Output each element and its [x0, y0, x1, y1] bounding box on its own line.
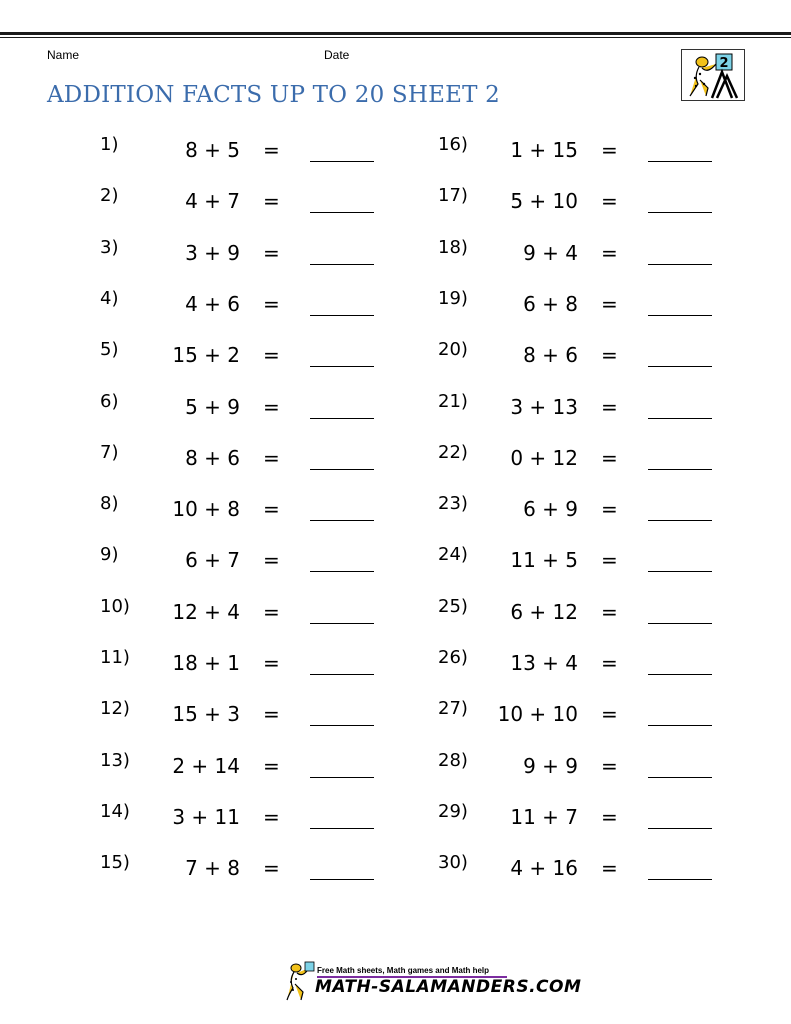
answer-blank[interactable] — [310, 520, 374, 521]
equals-sign: = — [263, 753, 280, 778]
question-expression: 6 + 8 — [523, 291, 578, 316]
logo-number: 2 — [719, 56, 729, 71]
answer-blank[interactable] — [310, 212, 374, 213]
footer-tagline: Free Math sheets, Math games and Math help — [317, 966, 490, 975]
question-item — [438, 288, 718, 318]
answer-blank[interactable] — [648, 469, 712, 470]
question-item — [100, 237, 380, 267]
answer-blank[interactable] — [310, 623, 374, 624]
question-item — [100, 442, 380, 472]
question-expression: 15 + 2 — [172, 343, 240, 368]
question-item — [438, 134, 718, 164]
question-number: 27) — [438, 698, 468, 720]
answer-blank[interactable] — [648, 264, 712, 265]
question-expression: 9 + 4 — [523, 240, 578, 265]
equals-sign: = — [601, 856, 618, 881]
question-item — [438, 596, 718, 626]
answer-blank[interactable] — [310, 161, 374, 162]
equals-sign: = — [263, 497, 280, 522]
question-number: 13) — [100, 749, 130, 771]
question-item — [100, 134, 380, 164]
question-number: 16) — [438, 134, 468, 155]
question-item — [100, 288, 380, 318]
question-expression: 12 + 4 — [172, 599, 240, 624]
question-expression: 4 + 7 — [185, 189, 240, 214]
footer-site-link[interactable]: MATH-SALAMANDERS.COM — [315, 977, 582, 997]
top-rule — [0, 32, 791, 35]
question-item — [100, 750, 380, 780]
question-item — [100, 596, 380, 626]
question-number: 30) — [438, 852, 468, 874]
answer-blank[interactable] — [310, 315, 374, 316]
question-item — [438, 544, 718, 574]
question-number: 26) — [438, 647, 468, 668]
equals-sign: = — [601, 548, 618, 573]
question-number: 15) — [100, 852, 130, 874]
question-expression: 4 + 6 — [185, 291, 240, 316]
equals-sign: = — [263, 240, 280, 265]
question-item — [100, 391, 380, 421]
top-rule-thin — [0, 37, 791, 38]
answer-blank[interactable] — [648, 777, 712, 778]
question-item — [100, 698, 380, 728]
equals-sign: = — [263, 702, 280, 727]
question-expression: 15 + 3 — [172, 702, 240, 727]
question-item — [438, 801, 718, 831]
question-number: 6) — [100, 390, 119, 412]
equals-sign: = — [601, 599, 618, 624]
answer-blank[interactable] — [648, 315, 712, 316]
answer-blank[interactable] — [310, 418, 374, 419]
question-item — [438, 442, 718, 472]
question-number: 8) — [100, 493, 119, 515]
equals-sign: = — [263, 804, 280, 829]
equals-sign: = — [263, 548, 280, 573]
equals-sign: = — [263, 599, 280, 624]
equals-sign: = — [601, 394, 618, 419]
question-expression: 6 + 9 — [523, 497, 578, 522]
equals-sign: = — [263, 138, 280, 162]
question-number: 14) — [100, 800, 130, 822]
question-expression: 4 + 16 — [510, 856, 578, 881]
question-number: 1) — [100, 134, 119, 155]
answer-blank[interactable] — [648, 418, 712, 419]
question-item — [100, 339, 380, 369]
answer-blank[interactable] — [648, 828, 712, 829]
answer-blank[interactable] — [648, 879, 712, 880]
equals-sign: = — [601, 138, 618, 162]
question-number: 23) — [438, 493, 468, 515]
answer-blank[interactable] — [648, 366, 712, 367]
answer-blank[interactable] — [648, 520, 712, 521]
question-item — [438, 750, 718, 780]
question-item — [100, 185, 380, 215]
question-number: 17) — [438, 185, 468, 207]
question-expression: 11 + 5 — [510, 548, 578, 573]
answer-blank[interactable] — [310, 469, 374, 470]
equals-sign: = — [263, 343, 280, 368]
question-number: 7) — [100, 441, 119, 463]
question-number: 5) — [100, 339, 119, 361]
question-expression: 3 + 13 — [510, 394, 578, 419]
question-item — [438, 339, 718, 369]
equals-sign: = — [263, 394, 280, 419]
answer-blank[interactable] — [310, 264, 374, 265]
answer-blank[interactable] — [648, 623, 712, 624]
question-expression: 10 + 8 — [172, 497, 240, 522]
answer-blank[interactable] — [310, 366, 374, 367]
question-number: 28) — [438, 749, 468, 771]
question-item — [100, 801, 380, 831]
date-label: Date — [324, 48, 350, 62]
question-number: 29) — [438, 800, 468, 822]
question-expression: 11 + 7 — [510, 804, 578, 829]
question-number: 12) — [100, 698, 130, 720]
answer-blank[interactable] — [310, 777, 374, 778]
salamander-logo-icon — [681, 49, 745, 101]
answer-blank[interactable] — [648, 725, 712, 726]
answer-blank[interactable] — [310, 674, 374, 675]
question-item — [438, 852, 718, 882]
question-item — [438, 391, 718, 421]
question-number: 22) — [438, 441, 468, 463]
question-item — [438, 647, 718, 677]
equals-sign: = — [601, 240, 618, 265]
answer-blank[interactable] — [310, 725, 374, 726]
equals-sign: = — [601, 702, 618, 727]
question-number: 18) — [438, 236, 468, 258]
equals-sign: = — [601, 753, 618, 778]
question-expression: 3 + 9 — [185, 240, 240, 265]
question-item — [438, 185, 718, 215]
question-expression: 7 + 8 — [185, 856, 240, 881]
question-number: 3) — [100, 236, 119, 258]
equals-sign: = — [263, 291, 280, 316]
question-number: 24) — [438, 544, 468, 566]
question-expression: 10 + 10 — [497, 702, 578, 727]
equals-sign: = — [601, 445, 618, 470]
question-expression: 13 + 4 — [510, 651, 578, 675]
question-expression: 8 + 5 — [185, 138, 240, 162]
answer-blank[interactable] — [648, 571, 712, 572]
question-number: 21) — [438, 390, 468, 412]
equals-sign: = — [601, 291, 618, 316]
question-item — [438, 698, 718, 728]
answer-blank[interactable] — [310, 571, 374, 572]
equals-sign: = — [263, 445, 280, 470]
answer-blank[interactable] — [310, 879, 374, 880]
equals-sign: = — [263, 856, 280, 881]
question-item — [100, 852, 380, 882]
question-expression: 6 + 7 — [185, 548, 240, 573]
equals-sign: = — [601, 189, 618, 214]
question-expression: 5 + 10 — [510, 189, 578, 214]
answer-blank[interactable] — [310, 828, 374, 829]
question-expression: 1 + 15 — [510, 138, 578, 162]
question-expression: 2 + 14 — [172, 753, 240, 778]
question-expression: 5 + 9 — [185, 394, 240, 419]
question-expression: 0 + 12 — [510, 445, 578, 470]
question-expression: 9 + 9 — [523, 753, 578, 778]
equals-sign: = — [601, 343, 618, 368]
question-item — [100, 544, 380, 574]
question-number: 2) — [100, 185, 119, 207]
question-number: 4) — [100, 287, 119, 309]
equals-sign: = — [601, 497, 618, 522]
question-number: 19) — [438, 287, 468, 309]
answer-blank[interactable] — [648, 674, 712, 675]
page-title: ADDITION FACTS UP TO 20 SHEET 2 — [47, 82, 501, 108]
question-item — [438, 493, 718, 523]
question-item — [100, 647, 380, 677]
question-expression: 18 + 1 — [172, 651, 240, 675]
question-expression: 6 + 12 — [510, 599, 578, 624]
footer-branding — [285, 960, 582, 1002]
answer-blank[interactable] — [648, 212, 712, 213]
equals-sign: = — [601, 651, 618, 675]
equals-sign: = — [601, 804, 618, 829]
equals-sign: = — [263, 189, 280, 214]
question-expression: 8 + 6 — [523, 343, 578, 368]
question-number: 20) — [438, 339, 468, 361]
equals-sign: = — [263, 651, 280, 675]
footer-salamander-icon — [285, 960, 315, 1002]
question-expression: 3 + 11 — [172, 804, 240, 829]
question-item — [438, 237, 718, 267]
question-number: 11) — [100, 647, 130, 668]
name-label: Name — [47, 48, 80, 62]
question-number: 25) — [438, 595, 468, 617]
question-number: 9) — [100, 544, 119, 566]
question-item — [100, 493, 380, 523]
answer-blank[interactable] — [648, 161, 712, 162]
question-number: 10) — [100, 595, 130, 617]
question-expression: 8 + 6 — [185, 445, 240, 470]
